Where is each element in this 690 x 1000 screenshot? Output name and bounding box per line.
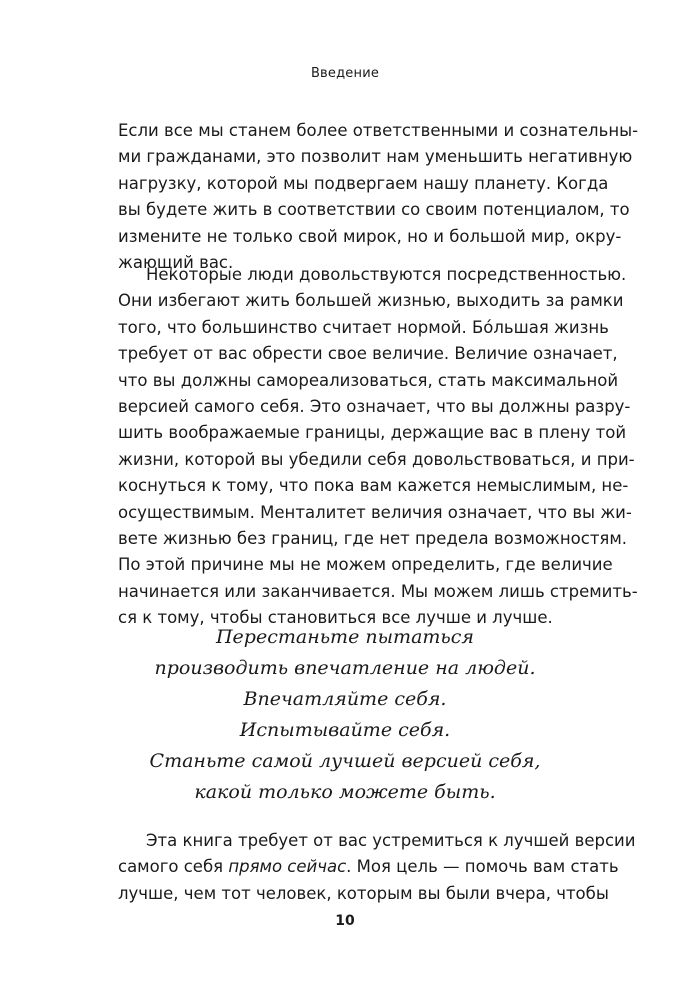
page-number: 10 xyxy=(335,913,355,929)
text-line: По этой причине мы не можем определить, где величие xyxy=(118,555,613,575)
text-line: Эта книга требует от вас устремиться к лучшей версии xyxy=(146,831,636,850)
text-line: Некоторые люди довольствуются посредственностью. xyxy=(146,265,627,284)
quote-line: какой только можете быть. xyxy=(194,781,496,803)
pull-quote xyxy=(0,622,690,808)
text-line: жающий вас. xyxy=(118,252,234,272)
text-line: нагрузку, которой мы подвергаем нашу планету. Когда xyxy=(118,173,609,193)
text-line: версией самого себя. Это означает, что вы должны разру- xyxy=(118,396,631,416)
paragraph-3 xyxy=(118,828,636,907)
text-line: жизни, которой вы убедили себя довольствоваться, и при- xyxy=(118,449,635,469)
text-line: вете жизнью без границ, где нет предела возможностям. xyxy=(118,528,628,548)
text-line: ся к тому, чтобы становиться все лучше и лучше. xyxy=(118,608,553,628)
quote-line: Перестаньте пытаться xyxy=(215,626,474,648)
text-run: самого себя xyxy=(118,857,229,877)
running-head: Введение xyxy=(310,66,380,81)
text-line: вы будете жить в соответствии со своим потенциалом, то xyxy=(118,200,630,220)
text-line: что вы должны самореализоваться, стать максимальной xyxy=(118,370,619,390)
text-line: того, что большинство считает нормой. Бóльшая жизнь xyxy=(118,317,609,337)
quote-line: производить впечатление на людей. xyxy=(154,657,536,679)
text-run: . Моя цель — помочь вам стать xyxy=(346,857,619,877)
text-line: Они избегают жить большей жизнью, выходить за рамки xyxy=(118,291,624,311)
quote-line: Впечатляйте себя. xyxy=(243,688,447,710)
emphasis-text: прямо сейчас xyxy=(228,857,347,877)
text-line: начинается или заканчивается. Мы можем лишь стремить- xyxy=(118,581,638,601)
text-line: коснуться к тому, что пока вам кажется немыслимым, не- xyxy=(118,476,629,496)
paragraph-1 xyxy=(118,118,639,276)
text-line: измените не только свой мирок, но и большой мир, окру- xyxy=(118,226,622,246)
text-line: Если все мы станем более ответственными и сознательны- xyxy=(118,121,639,140)
text-line: лучше, чем тот человек, которым вы были вчера, чтобы xyxy=(118,883,609,903)
text-line: требует от вас обрести свое величие. Величие означает, xyxy=(118,344,618,364)
quote-line: Станьте самой лучшей версией себя, xyxy=(149,750,541,772)
paragraph-2 xyxy=(118,262,638,631)
text-line: ми гражданами, это позволит нам уменьшить негативную xyxy=(118,147,633,167)
text-line xyxy=(118,854,619,880)
quote-line: Испытывайте себя. xyxy=(239,719,451,741)
text-line: шить воображаемые границы, держащие вас в плену той xyxy=(118,423,627,443)
text-line: осуществимым. Менталитет величия означает, что вы жи- xyxy=(118,502,632,522)
